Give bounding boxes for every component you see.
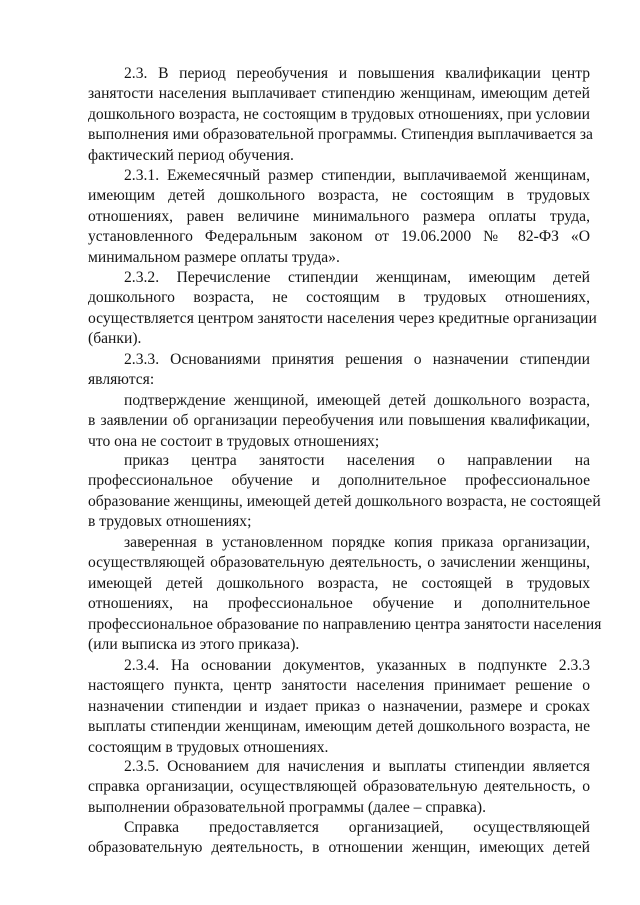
text-line: Справка предоставляется организацией, осуществляющей [124,819,590,836]
text-line: выполнении образовательной программы (далее – справка). [88,799,487,816]
text-line: подтверждение женщиной, имеющей детей дошкольного возраста, [124,392,590,409]
text-line: дошкольного возраста, не состоящим в трудовых отношениях, при условии [88,106,590,123]
text-line: в заявлении об организации переобучения или повышения квалификации, [88,412,590,429]
text-line: дошкольного возраста, не состоящим в трудовых отношениях, [88,289,590,306]
text-line: осуществляющей образовательную деятельность, о зачислении женщины, [88,554,590,571]
text-line: имеющей детей дошкольного возраста, не состоящей в трудовых [88,575,590,592]
text-line: настоящего пункта, центр занятости населения принимает решение о [88,677,590,694]
text-line: установленного Федеральным законом от 19.06.2000 № 82-ФЗ «О [88,228,590,245]
text-line: справка организации, осуществляющей образовательную деятельность, о [88,778,590,795]
text-line: (или выписка из этого приказа). [88,636,300,653]
text-line: выплаты стипендии женщинам, имеющим детей дошкольного возраста, не [88,718,590,735]
text-line: 2.3.1. Ежемесячный размер стипендии, выплачиваемой женщинам, [124,167,590,184]
text-line: имеющим детей дошкольного возраста, не состоящим в трудовых [88,187,590,204]
text-line: заверенная в установленном порядке копия приказа организации, [124,534,590,551]
text-line: 2.3.2. Перечисление стипендии женщинам, имеющим детей [124,269,590,286]
text-line: фактический период обучения. [88,147,294,164]
text-line: минимальном размере оплаты труда». [88,249,340,266]
text-line: в трудовых отношениях; [88,513,252,530]
text-line: выполнения ими образовательной программы. Стипендия выплачивается за [88,126,593,143]
text-line: осуществляется центром занятости населения через кредитные организации [88,310,597,327]
text-line: (банки). [88,330,142,347]
text-line: назначении стипендии и издает приказ о назначении, размере и сроках [88,698,590,715]
text-line: 2.3. В период переобучения и повышения квалификации центр [124,65,590,82]
text-line: являются: [88,371,155,388]
text-line: занятости населения выплачивает стипендию женщинам, имеющим детей [88,85,590,102]
text-line: образовательную деятельность, в отношении женщин, имеющих детей [88,839,590,856]
text-line: 2.3.4. На основании документов, указанных в подпункте 2.3.3 [124,657,590,674]
text-line: приказ центра занятости населения о направлении на [124,452,590,469]
text-line: отношениях, равен величине минимального размера оплаты труда, [88,208,590,225]
text-line: что она не состоит в трудовых отношениях; [88,433,380,450]
text-line: отношениях, на профессиональное обучение и дополнительное [88,595,590,612]
text-line: образование женщины, имеющей детей дошкольного возраста, не состоящей [88,493,601,510]
text-line: 2.3.5. Основанием для начисления и выплаты стипендии является [124,758,590,775]
text-line: состоящим в трудовых отношениях. [88,739,329,756]
text-line: профессиональное образование по направлению центра занятости населения [88,616,602,633]
text-line: 2.3.3. Основаниями принятия решения о назначении стипендии [124,351,590,368]
text-line: профессиональное обучение и дополнительное профессиональное [88,472,590,489]
